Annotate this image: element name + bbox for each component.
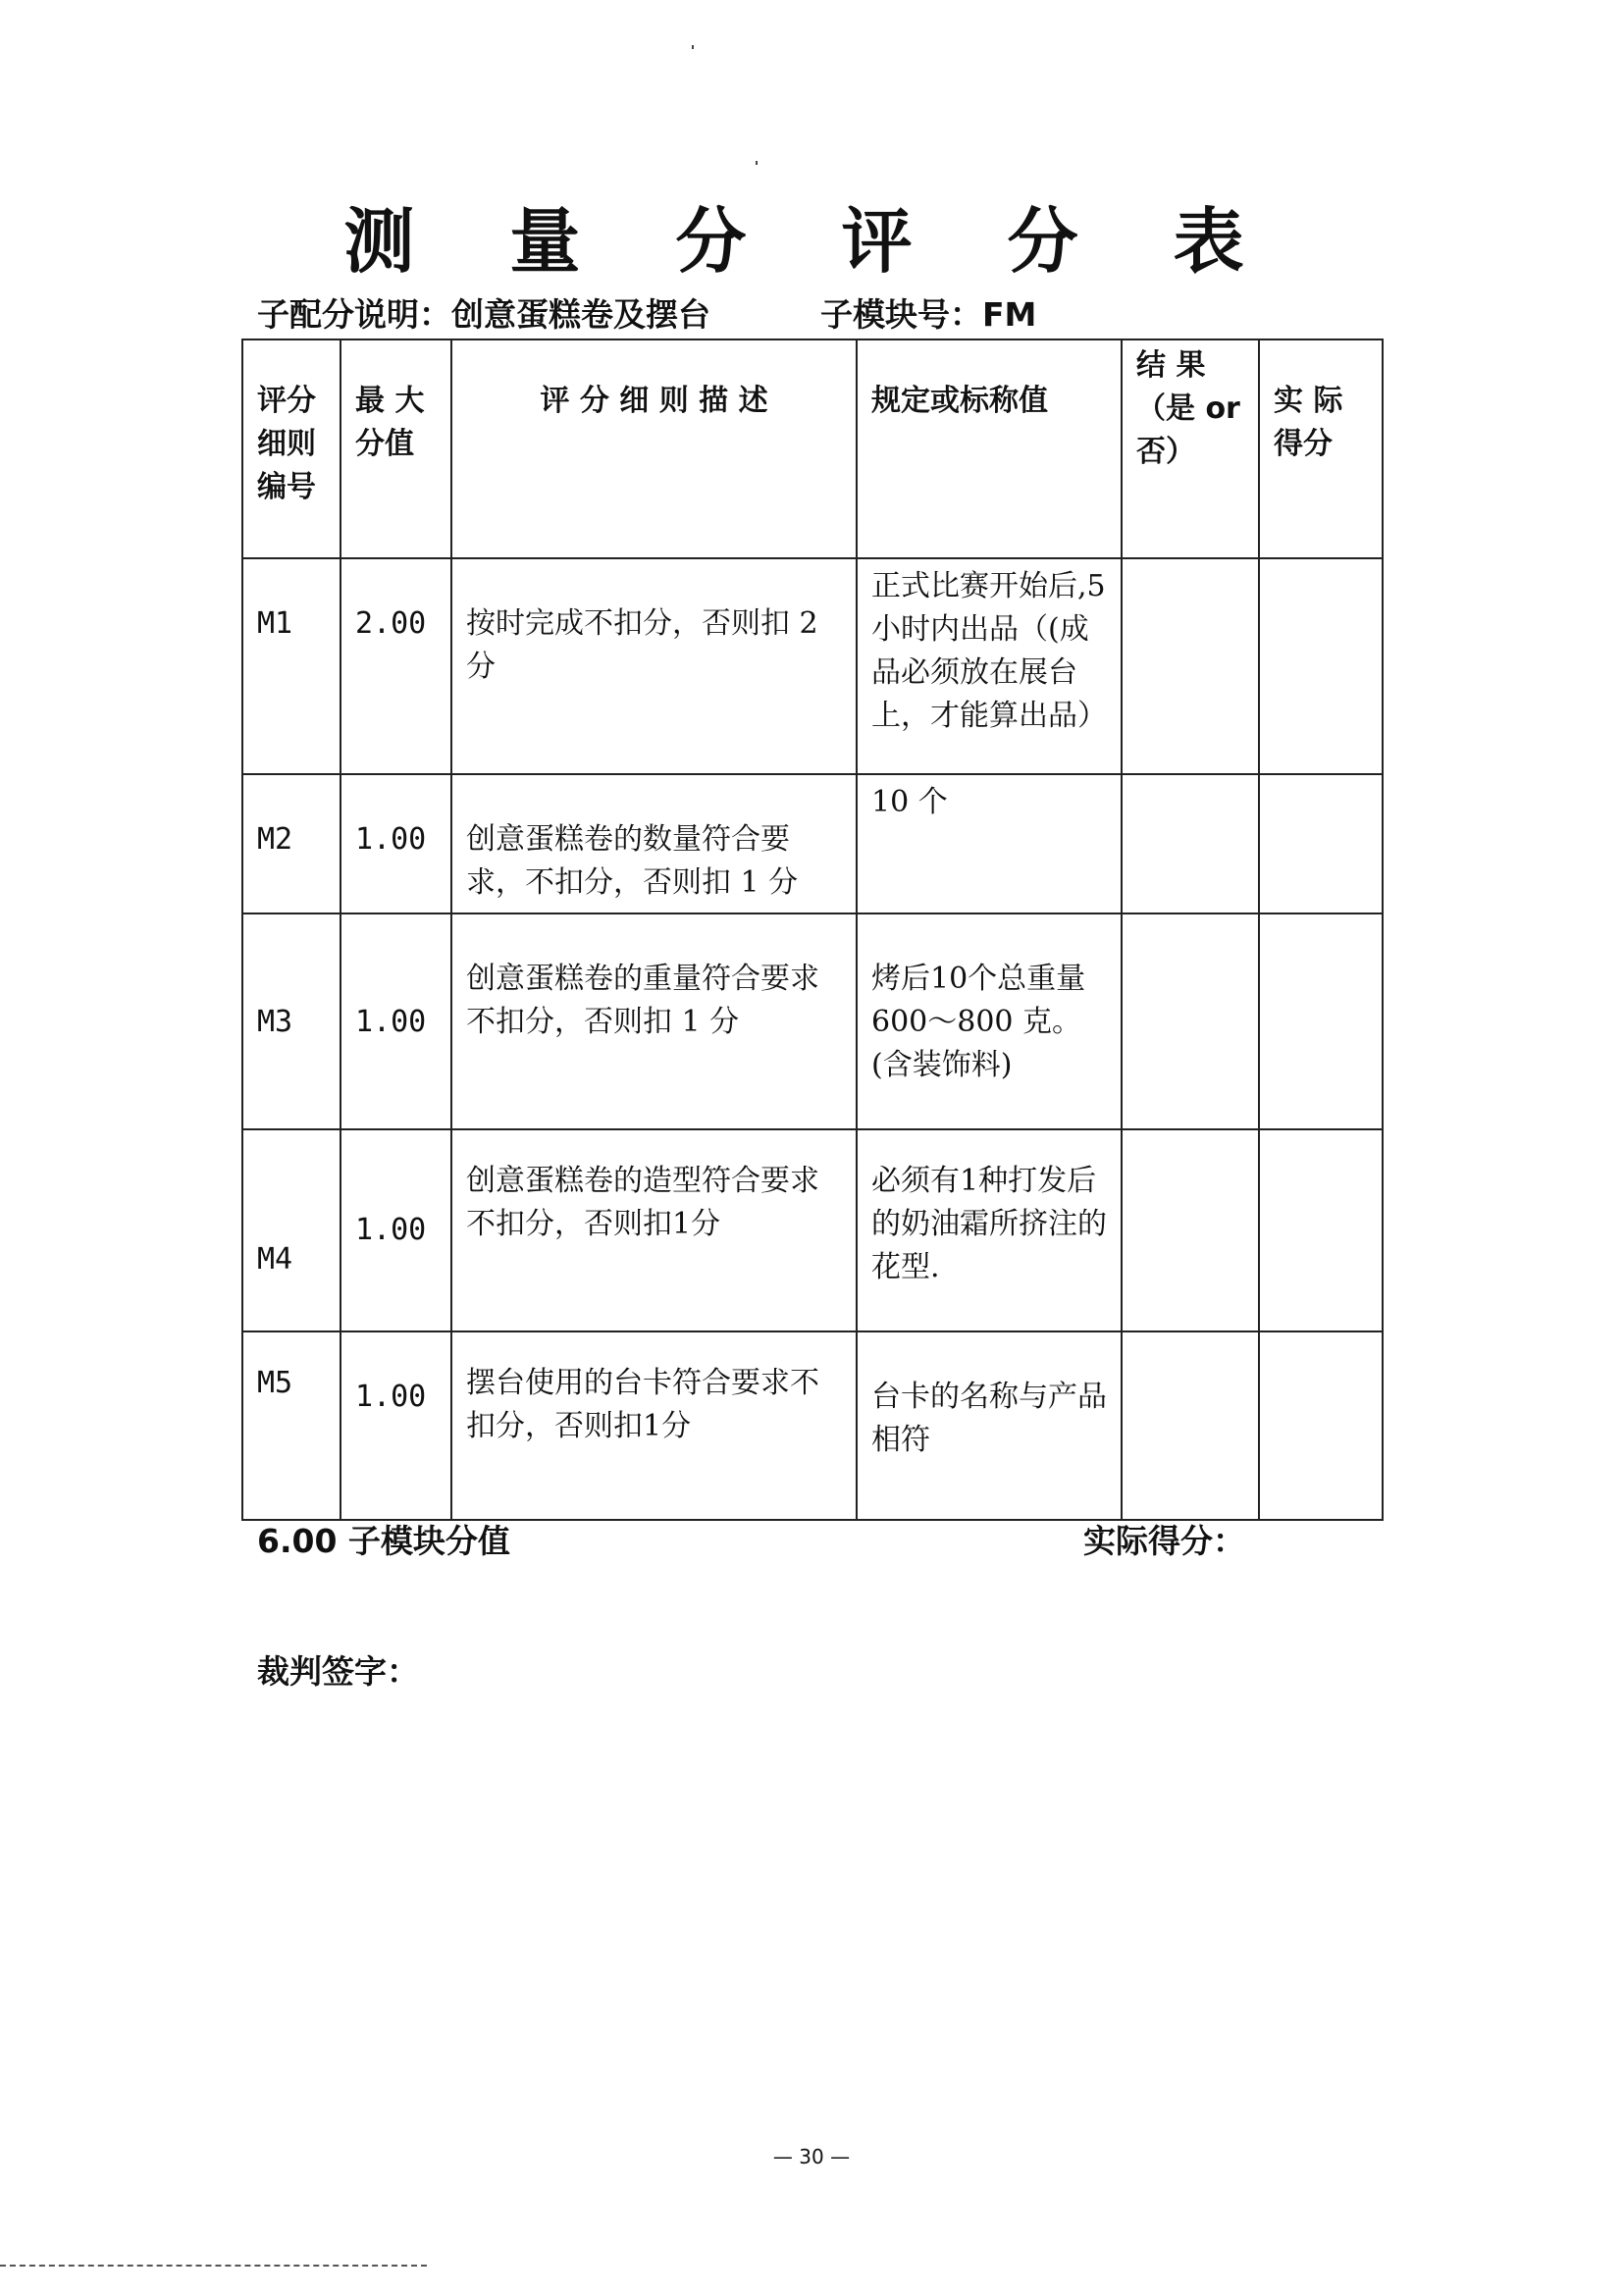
scan-edge-line xyxy=(0,2265,427,2267)
result-cell[interactable] xyxy=(1122,558,1259,774)
spec-cell: 台卡的名称与产品相符 xyxy=(857,1331,1122,1520)
result-cell[interactable] xyxy=(1122,1331,1259,1520)
result-cell[interactable] xyxy=(1122,774,1259,913)
max-score-cell: 2.00 xyxy=(340,558,451,774)
module-score-label: 6.00 子模块分值 xyxy=(257,1522,510,1560)
max-score-cell: 1.00 xyxy=(340,1331,451,1520)
description-cell: 按时完成不扣分，否则扣 2 分 xyxy=(451,558,857,774)
table-row xyxy=(242,1331,1383,1520)
actual-score-cell[interactable] xyxy=(1259,1331,1383,1520)
header-spec: 规定或标称值 xyxy=(857,339,1122,558)
judge-signature-label: 裁判签字： xyxy=(257,1652,419,1691)
actual-score-label: 实际得分： xyxy=(1083,1522,1245,1560)
actual-score-cell[interactable] xyxy=(1259,558,1383,774)
result-cell[interactable] xyxy=(1122,1129,1259,1331)
table-header-row xyxy=(242,339,1383,558)
spec-cell: 烤后10个总重量600～800 克。(含装饰料) xyxy=(857,913,1122,1129)
scan-mark xyxy=(756,161,758,165)
rule-id-cell: M3 xyxy=(242,913,340,1129)
header-actual: 实 际得分 xyxy=(1259,339,1383,558)
rule-id-cell: M2 xyxy=(242,774,340,913)
max-score-cell: 1.00 xyxy=(340,913,451,1129)
result-cell[interactable] xyxy=(1122,913,1259,1129)
description-cell: 摆台使用的台卡符合要求不扣分，否则扣1分 xyxy=(451,1331,857,1520)
page-title: 测 量 分 评 分 表 xyxy=(343,200,1280,283)
spec-cell: 正式比赛开始后,5 小时内出品（(成品必须放在展台上，才能算出品） xyxy=(857,558,1122,774)
rule-id-cell: M4 xyxy=(242,1129,340,1331)
table-row xyxy=(242,1129,1383,1331)
max-score-cell: 1.00 xyxy=(340,774,451,913)
sub-module-number: 子模块号：FM xyxy=(820,295,1037,334)
sub-score-description: 子配分说明：创意蛋糕卷及摆台 xyxy=(257,295,710,334)
description-cell: 创意蛋糕卷的重量符合要求不扣分，否则扣 1 分 xyxy=(451,913,857,1129)
rule-id-cell: M5 xyxy=(242,1331,340,1520)
spec-cell: 必须有1种打发后的奶油霜所挤注的花型. xyxy=(857,1129,1122,1331)
actual-score-cell[interactable] xyxy=(1259,774,1383,913)
description-cell: 创意蛋糕卷的数量符合要求，不扣分，否则扣 1 分 xyxy=(451,774,857,913)
actual-score-cell[interactable] xyxy=(1259,1129,1383,1331)
table-row xyxy=(242,558,1383,774)
header-rule-id: 评分细则编号 xyxy=(242,339,340,558)
scan-mark xyxy=(692,45,694,49)
table-row xyxy=(242,913,1383,1129)
actual-score-cell[interactable] xyxy=(1259,913,1383,1129)
page-number: — 30 — xyxy=(772,2145,851,2168)
header-description: 评 分 细 则 描 述 xyxy=(451,339,857,558)
table-row xyxy=(242,774,1383,913)
spec-cell: 10 个 xyxy=(857,774,1122,913)
header-result: 结 果（是 or 否） xyxy=(1122,339,1259,558)
rule-id-cell: M1 xyxy=(242,558,340,774)
header-max-score: 最 大分值 xyxy=(340,339,451,558)
description-cell: 创意蛋糕卷的造型符合要求不扣分，否则扣1分 xyxy=(451,1129,857,1331)
max-score-cell: 1.00 xyxy=(340,1129,451,1331)
scoring-table xyxy=(241,339,1384,1521)
